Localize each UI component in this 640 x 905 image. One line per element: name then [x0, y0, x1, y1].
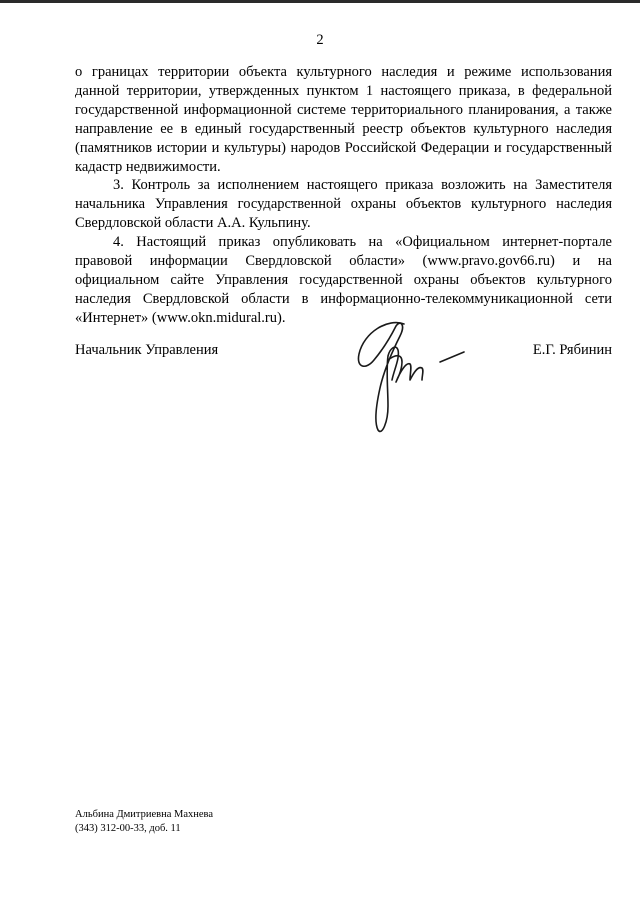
executor-contact — [75, 808, 213, 835]
handwritten-signature — [344, 310, 474, 440]
paragraph-item-4: 4. Настоящий приказ опубликовать на «Официальном интернет-портале правовой информации Свердловской области» (www.pravo.gov66.ru) и на официальном сайте Управления государственной охраны объектов культурного наследия Свердловской области в информационно-телекоммуникационной сети «Интернет» (www.okn.midural.ru). — [75, 234, 612, 326]
paragraph-continuation: о границах территории объекта культурного наследия и режиме использования данной территории, утвержденных пунктом 1 настоящего приказа, в федеральной государственной информационной системе территориального планирования, а также направление ее в единый государственный реестр объектов культурного наследия (памятников истории и культуры) народов Российской Федерации и государственный кадастр недвижимости. — [75, 64, 612, 175]
page-number: 2 — [316, 32, 324, 48]
signatory-name: Е.Г. Рябинин — [532, 342, 612, 358]
scan-top-edge — [0, 0, 640, 3]
signatory-title: Начальник Управления — [75, 342, 219, 358]
executor-name: Альбина Дмитриевна Махнева — [75, 809, 214, 820]
executor-phone: (343) 312-00-33, доб. 11 — [75, 822, 181, 834]
document-body — [75, 63, 612, 328]
paragraph-item-3: 3. Контроль за исполнением настоящего приказа возложить на Заместителя начальника Управления государственной охраны объектов культурного наследия Свердловской области А.А. Кульпину. — [75, 177, 612, 232]
